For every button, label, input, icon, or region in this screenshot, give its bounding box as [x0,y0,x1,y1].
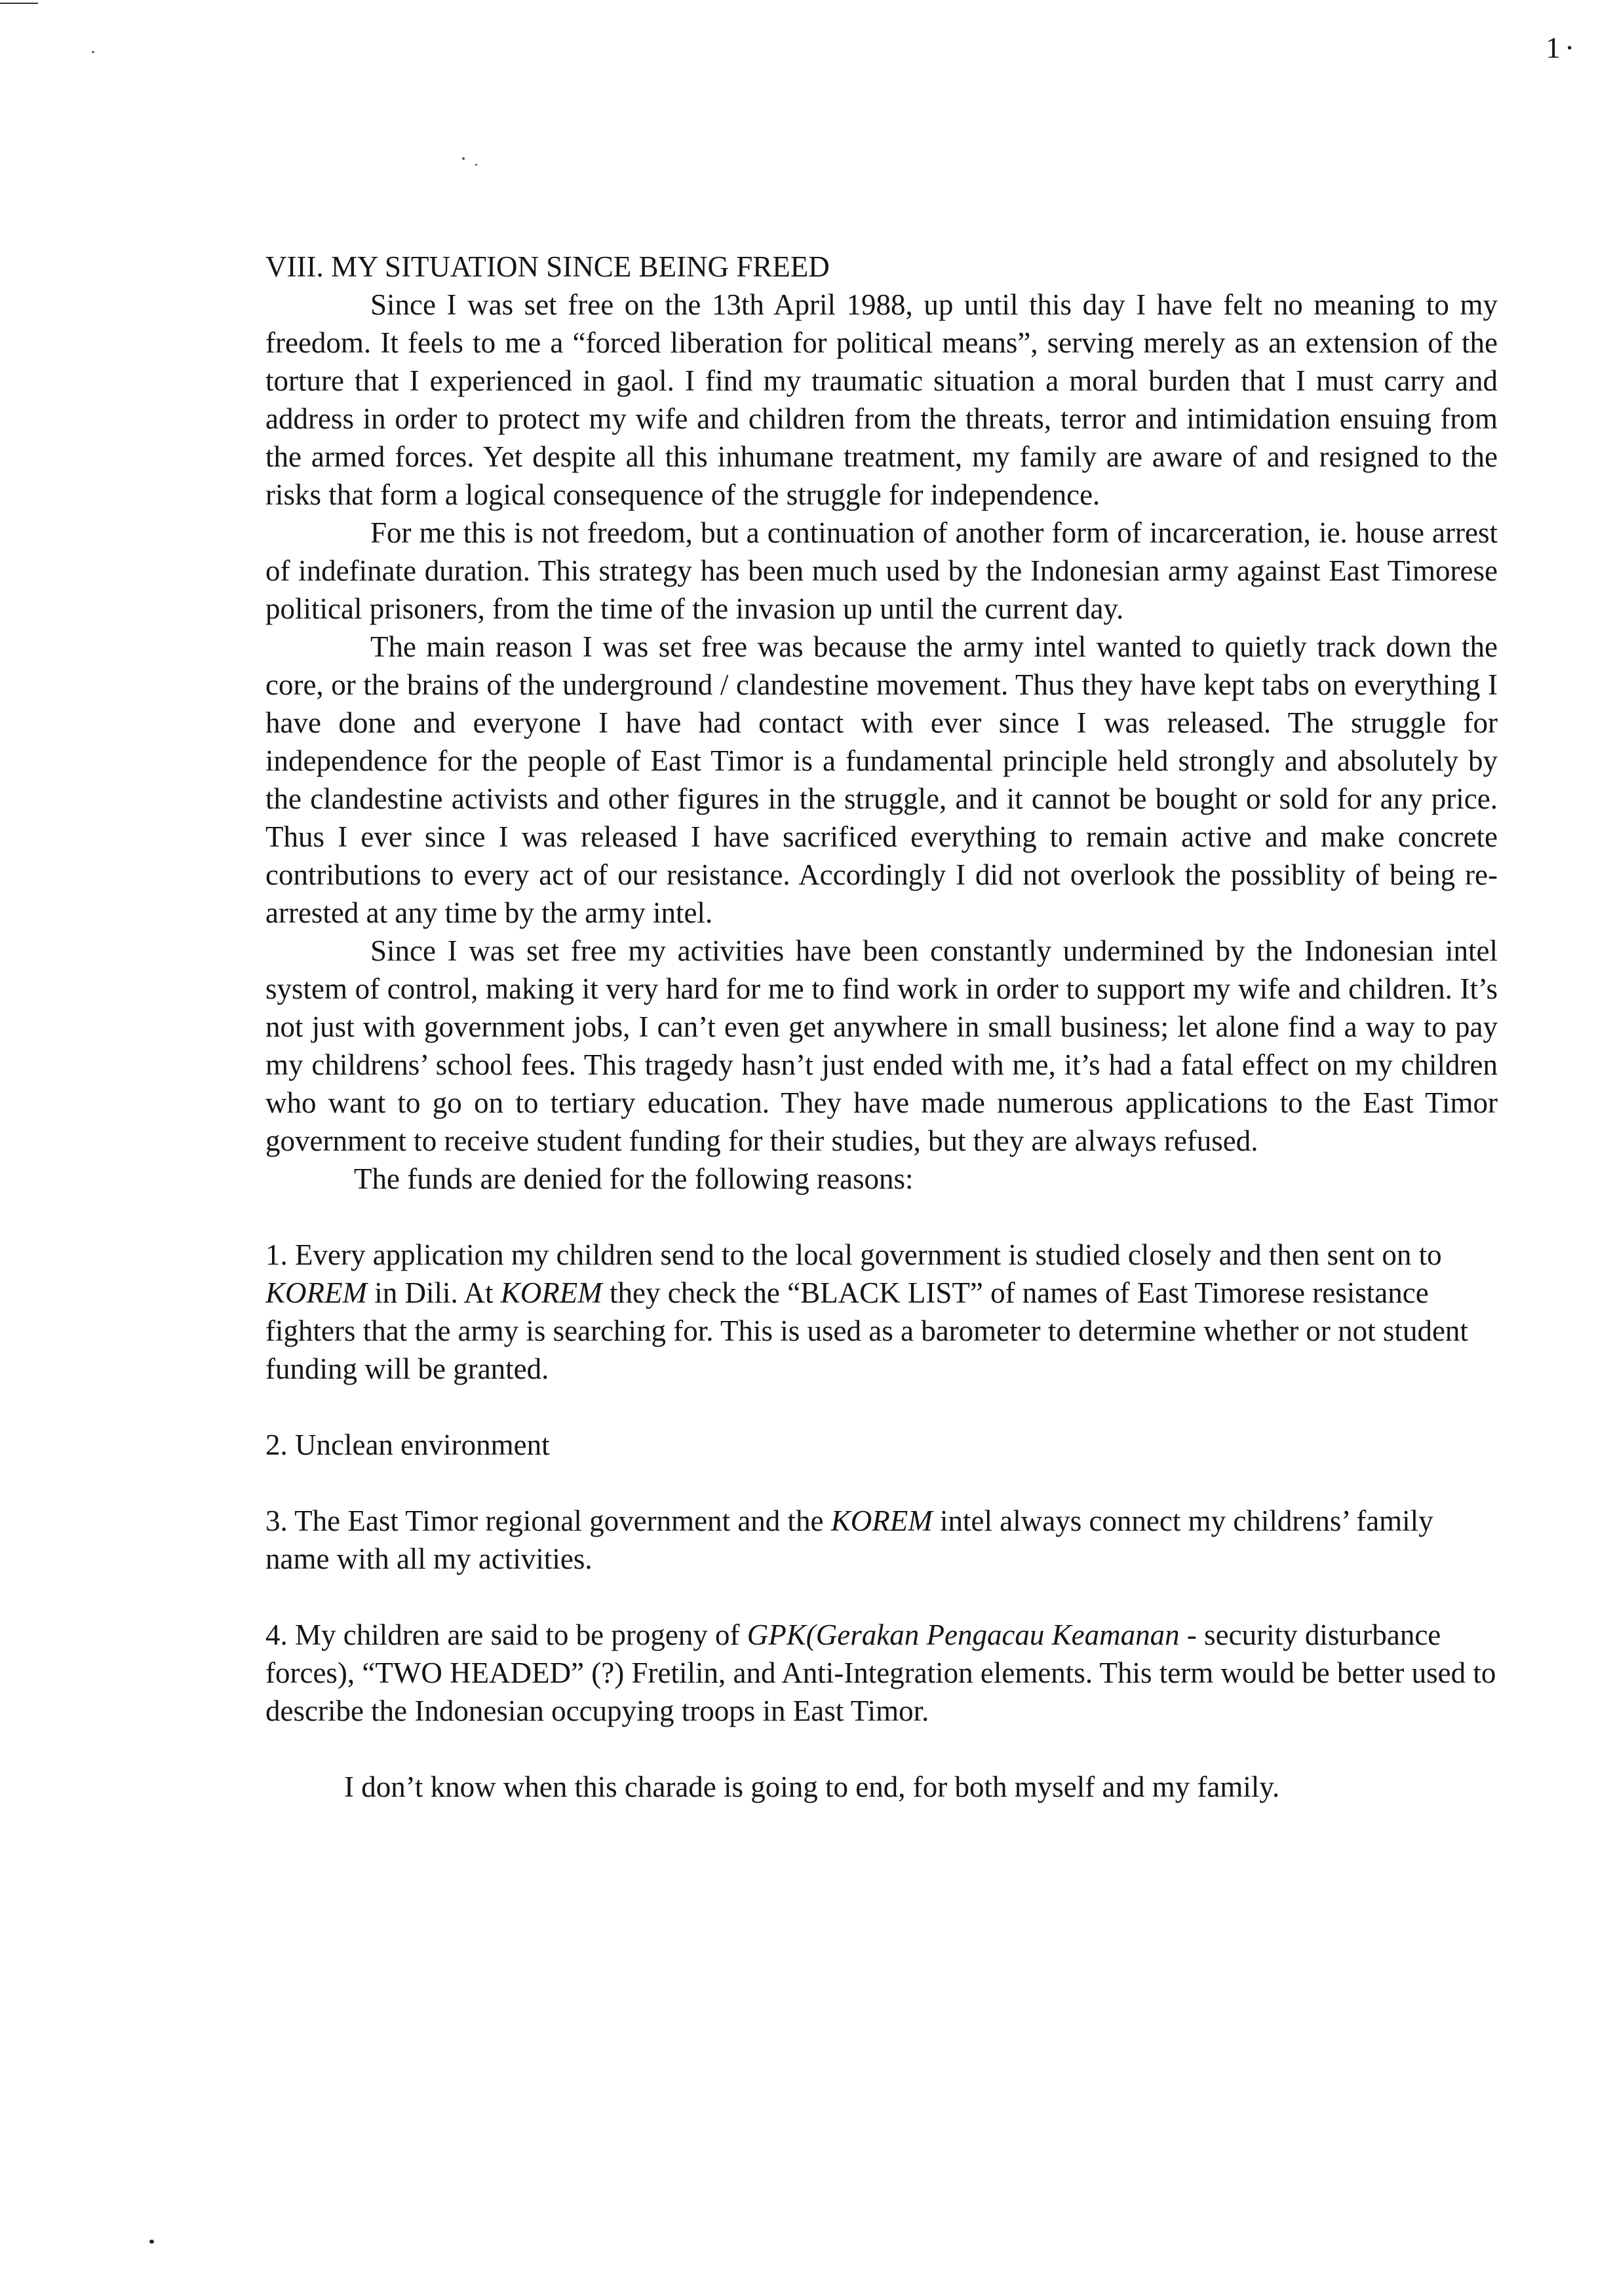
paragraph: The main reason I was set free was because the army intel wanted to quietly track down the core, or the brains of the underground / clandestine movement. Thus they have kept tabs on everything I have done and everyone I have had contact with ever since I was released. The struggle for independence for the people of East Timor is a fundamental principle held strongly and absolutely by the clandestine activists and other figures in the struggle, and it cannot be bought or sold for any price. Thus I ever since I was released I have sacrificed everything to remain active and make concrete contributions to every act of our resistance. Accordingly I did not overlook the possiblity of being re-arrested at any time by the army intel. [265,630,1498,929]
korem-term: KOREM [500,1276,602,1309]
text-run: 2. Unclean environment [265,1428,550,1461]
scan-speck [92,51,94,53]
list-item [265,1616,1498,1730]
paragraph: For me this is not freedom, but a continuation of another form of incarceration, ie. house arrest of indefinate duration. This strategy has been much used by the Indonesian army against East Timorese political prisoners, from the time of the invasion up until the current day. [265,516,1498,625]
document-body [265,248,1498,1806]
paragraph: Since I was set free my activities have been constantly undermined by the Indonesian intel system of control, making it very hard for me to find work in order to support my wife and children. It’s not just with government jobs, I can’t even get anywhere in small business; let alone find a way to pay my childrens’ school fees. This tragedy hasn’t just ended with me, it’s had a fatal effect on my children who want to go on to tertiary education. They have made numerous applications to the East Timor government to receive student funding for their studies, but they are always refused. [265,934,1498,1157]
text-run: they check the “BLACK LIST” of names of East Timorese resistance fighters that the army is searching for. This is used as a barometer to determine whether or not student funding will be granted. [265,1276,1468,1385]
reasons-list [265,1236,1498,1730]
text-run: 1. Every application my children send to the local government is studied closely and then sent on to [265,1238,1442,1271]
korem-term: KOREM [265,1276,367,1309]
text-run: 3. The East Timor regional government and the [265,1504,831,1537]
text-run: in Dili. At [366,1276,501,1309]
text-run: - security disturbance forces), “TWO HEADED” (?) Fretilin, and Anti-Integration elements. This term would be better used to describe the Indonesian occupying troops in East Timor. [265,1618,1496,1727]
scan-speck [149,2240,154,2244]
scan-speck [475,164,477,166]
list-item [265,1502,1498,1578]
list-intro: The funds are denied for the following reasons: [354,1162,914,1195]
scan-edge-mark [0,3,38,4]
list-item [265,1236,1498,1388]
paragraph: Since I was set free on the 13th April 1988, up until this day I have felt no meaning to my freedom. It feels to me a “forced liberation for political means”, serving merely as an extension of the torture that I experienced in gaol. I find my traumatic situation a moral burden that I must carry and address in order to protect my wife and children from the threats, terror and intimidation ensuing from the armed forces. Yet despite all this inhumane treatment, my family are aware of and resigned to the risks that form a logical consequence of the struggle for independence. [265,288,1498,511]
scan-speck [462,157,465,160]
korem-term: KOREM [830,1504,933,1537]
closing-sentence: I don’t know when this charade is going to end, for both myself and my family. [344,1770,1280,1803]
page-number: 1· [1546,31,1579,64]
gpk-term: GPK(Gerakan Pengacau Keamanan [747,1618,1180,1651]
list-item [265,1426,1498,1464]
section-heading: VIII. MY SITUATION SINCE BEING FREED [265,250,830,283]
text-run: 4. My children are said to be progeny of [265,1618,747,1651]
text-run: intel always connect my childrens’ family name with all my activities. [265,1504,1433,1575]
